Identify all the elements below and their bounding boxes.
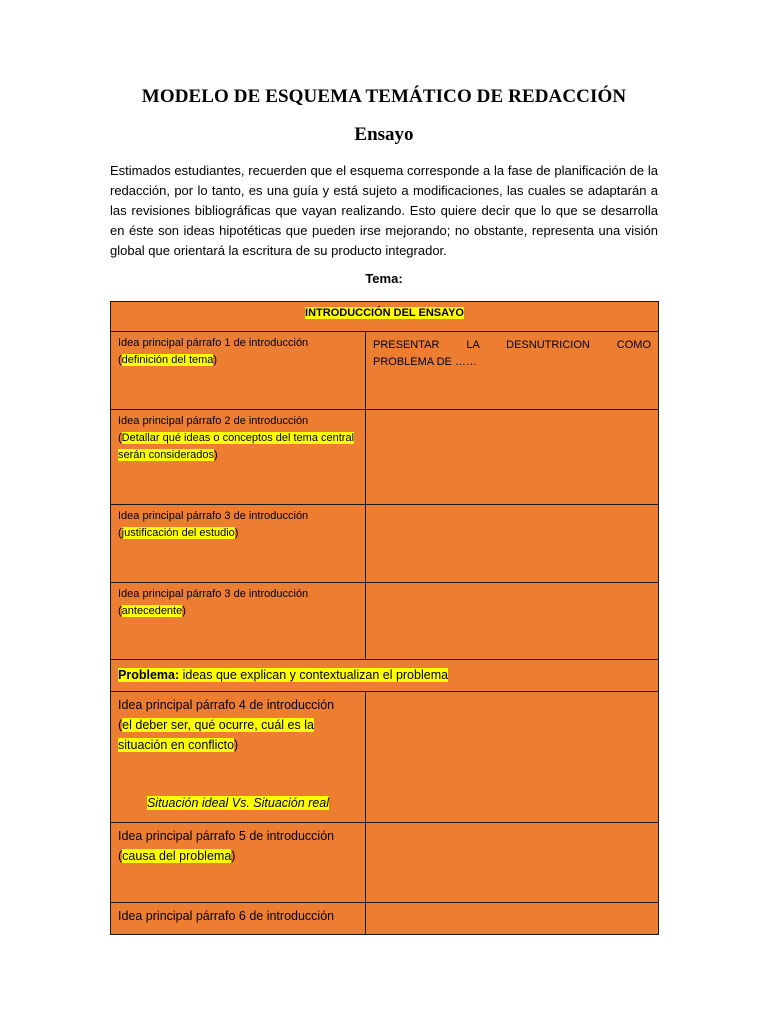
row-note: el deber ser, qué ocurre, cuál es la situación en conflicto	[118, 718, 314, 752]
row-label-cell: Idea principal párrafo 4 de introducción (el deber ser, qué ocurre, cuál es la situación en conflicto) Situación ideal Vs. Situación real	[111, 692, 366, 823]
table-row	[111, 903, 659, 935]
row-value-cell[interactable]	[366, 692, 659, 823]
table-header-row	[111, 302, 659, 332]
row-label-cell	[111, 903, 366, 935]
row-label: Idea principal párrafo 3 de introducción	[118, 588, 309, 600]
row-extra: Situación ideal Vs. Situación real	[146, 796, 330, 810]
row-value-cell[interactable]	[366, 823, 659, 903]
row-note: Detallar qué ideas o conceptos del tema central serán considerados	[118, 432, 355, 461]
row-label-cell: Idea principal párrafo 1 de introducción (definición del tema)	[111, 332, 366, 410]
row-label: Idea principal párrafo 3 de introducción	[118, 510, 309, 522]
row-value-line: PROBLEMA DE ……	[373, 356, 477, 368]
intro-paragraph: Estimados estudiantes, recuerden que el esquema corresponde a la fase de planificación de la redacción, por lo tanto, es una guía y está sujeto a modificaciones, las cuales se adaptarán a las revisiones bibliográficas que vayan realizando. Esto quiere decir que lo que se desarrolla en éste son ideas hipotéticas que pueden irse mejorando; no obstante, representa una visión global que orientará la escritura de su producto integrador.	[110, 163, 658, 258]
row-extra-wrap	[118, 793, 358, 813]
row-note: definición del tema	[121, 354, 214, 366]
row-note: justificación del estudio	[121, 527, 235, 539]
row-value-cell[interactable]	[366, 505, 659, 583]
row-label: Idea principal párrafo 5 de introducción	[118, 829, 335, 843]
row-label: Idea principal párrafo 2 de introducción	[118, 415, 309, 427]
table-row	[111, 332, 659, 410]
row-value-cell[interactable]	[366, 410, 659, 505]
row-label: Idea principal párrafo 1 de introducción	[118, 337, 309, 349]
table-header-text: INTRODUCCIÓN DEL ENSAYO	[305, 307, 464, 319]
row-note: antecedente	[121, 605, 183, 617]
tema-label: Tema:	[365, 271, 403, 286]
table-row	[111, 692, 659, 823]
problem-row	[111, 660, 659, 692]
table-row	[111, 583, 659, 660]
table-row	[111, 823, 659, 903]
row-label-cell: Idea principal párrafo 3 de introducción (justificación del estudio)	[111, 505, 366, 583]
row-note: causa del problema	[122, 849, 232, 863]
row-label: Idea principal párrafo 4 de introducción	[118, 698, 335, 712]
table-row	[111, 410, 659, 505]
document-title: MODELO DE ESQUEMA TEMÁTICO DE REDACCIÓN	[141, 86, 627, 107]
row-label-cell: Idea principal párrafo 5 de introducción (causa del problema)	[111, 823, 366, 903]
row-value-line: PRESENTAR LA DESNUTRICION COMO	[373, 339, 652, 351]
row-label: Idea principal párrafo 6 de introducción	[118, 909, 335, 923]
document-subtitle: Ensayo	[354, 124, 414, 145]
problem-highlight	[118, 668, 448, 682]
problem-text: ideas que explican y contextualizan el problema	[179, 668, 449, 682]
row-value-cell[interactable]	[366, 332, 659, 410]
table-row	[111, 505, 659, 583]
problem-label: Problema:	[118, 668, 180, 682]
row-value-cell[interactable]	[366, 903, 659, 935]
problem-cell	[111, 660, 659, 692]
outline-table	[110, 301, 659, 935]
row-value-cell[interactable]	[366, 583, 659, 660]
table-header-cell	[111, 302, 659, 332]
row-label-cell: Idea principal párrafo 2 de introducción (Detallar qué ideas o conceptos del tema central serán considerados)	[111, 410, 366, 505]
row-label-cell: Idea principal párrafo 3 de introducción (antecedente)	[111, 583, 366, 660]
